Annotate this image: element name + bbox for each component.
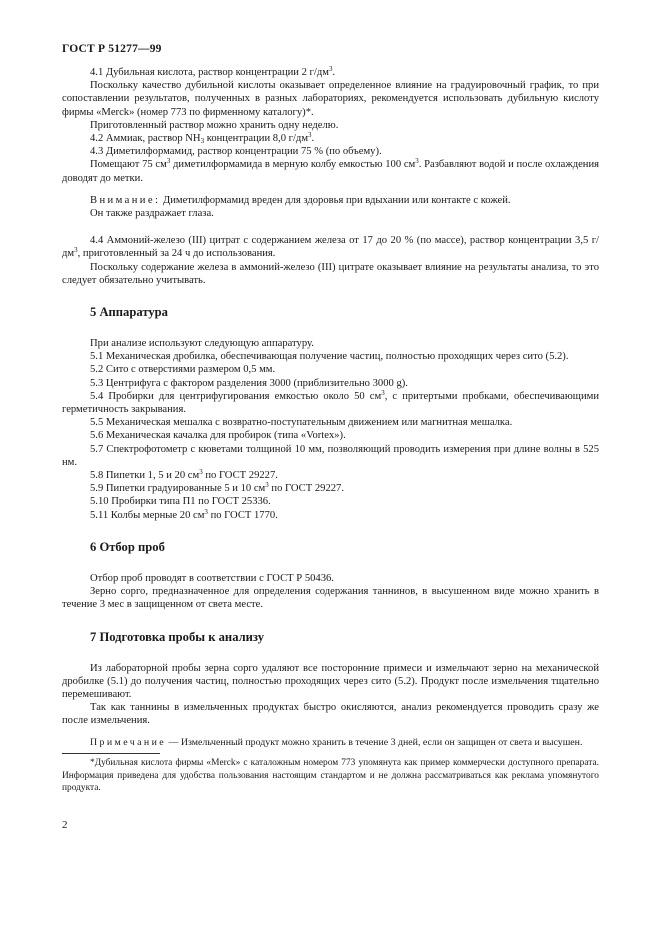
paragraph-5-9: 5.9 Пипетки градуированные 5 и 10 $см^3$ по ГОСТ 29227. xyxy=(90,481,344,495)
paragraph-7-2: Так как таннины в измельченных продуктах быстро окисляются, анализ рекомендуется проводить сразу же после измельчения. xyxy=(62,702,599,727)
document-body xyxy=(62,66,599,794)
page-number: 2 xyxy=(62,819,68,831)
paragraph-4-3: 4.3 Диметилформамид, раствор концентрации 75 % (по объему). xyxy=(90,146,382,158)
note-label: Примечание xyxy=(90,736,167,748)
paragraph-6-2: Зерно сорго, предназначенное для определения содержания таннинов, в высушенном виде можно хранить в течение 3 мес в защищенном от света месте. xyxy=(62,586,599,611)
paragraph-5-intro: При анализе используют следующую аппаратуру. xyxy=(90,338,314,350)
paragraph-iron-content: Поскольку содержание железа в аммоний-железо (III) цитрате оказывает влияние на результаты анализа, то это следует обязательно учитывать. xyxy=(62,261,599,286)
footnote: *Дубильная кислота фирмы «Merck» с каталожным номером 773 упомянута как пример коммерчески доступного препарата. Информация приведена для удобства пользования настоящим стандартом и не должна рассматриваться как реклама упомянутого продукта. xyxy=(62,758,599,793)
section-heading-6: 6 Отбор проб xyxy=(90,539,165,554)
footnote-divider xyxy=(62,753,160,754)
paragraph-5-10: 5.10 Пробирки типа П1 по ГОСТ 25336. xyxy=(90,496,271,508)
paragraph-dilution: Помещают 75 $см^3$ диметилформамида в мерную колбу емкостью 100 $см^3$. Разбавляют водой и после охлаждения доводят до метки. xyxy=(62,157,600,184)
warning-label: Внимание: xyxy=(90,194,161,206)
paragraph-5-4: 5.4 Пробирки для центрифугирования емкостью около 50 $см^3$, с притертыми пробками, обеспечивающими герметичность закрывания. xyxy=(62,388,599,416)
document-header: ГОСТ Р 51277—99 xyxy=(62,43,162,55)
paragraph-4-1: 4.1 Дубильная кислота, раствор концентрации 2 $г/дм^3$. xyxy=(90,65,336,78)
section-heading-5: 5 Аппаратура xyxy=(90,305,168,320)
paragraph-4-4: 4.4 Аммоний-железо (III) цитрат с содержанием железа от 17 до 20 % (по массе), раствор концентрации 3,5 $г/дм^3$, приготовленный за 24 ч до использования. xyxy=(62,235,599,260)
paragraph-5-5: 5.5 Механическая мешалка с возвратно-поступательным движением или магнитная мешалка. xyxy=(90,417,513,429)
paragraph-5-3: 5.3 Центрифуга с фактором разделения 3000 (приблизительно 3000 g). xyxy=(90,377,408,389)
paragraph-5-1: 5.1 Механическая дробилка, обеспечивающая получение частиц, полностью проходящих через сито (5.2). xyxy=(90,351,569,363)
warning-paragraph: Внимание: Диметилформамид вреден для здоровья при вдыхании или контакте с кожей. xyxy=(90,194,511,206)
paragraph-5-7: 5.7 Спектрофотометр с кюветами толщиной 10 мм, позволяющий проводить измерения при длине волны в 525 нм. xyxy=(62,443,599,468)
paragraph-5-2: 5.2 Сито с отверстиями размером 0,5 мм. xyxy=(90,364,276,376)
paragraph-6-1: Отбор проб проводят в соответствии с ГОСТ Р 50436. xyxy=(90,572,334,584)
paragraph-5-11: 5.11 Колбы мерные 20 $см^3$ по ГОСТ 1770. xyxy=(90,507,278,521)
paragraph-tannic-quality: Поскольку качество дубильной кислоты оказывает определенное влияние на градуировочный график, то при сопоставлении результатов, полученных в разных лабораториях, рекомендуется использовать дубильную кислоту фирмы «Merck» (номер 773 по фирменному каталогу)*. xyxy=(62,80,599,118)
paragraph-4-2: 4.2 Аммиак, раствор $NH_3$ концентрации 8,0 $г/дм^3$. xyxy=(90,131,315,146)
paragraph-storage: Приготовленный раствор можно хранить одну неделю. xyxy=(90,119,339,131)
section-heading-7: 7 Подготовка пробы к анализу xyxy=(90,629,265,644)
paragraph-5-8: 5.8 Пипетки 1, 5 и 20 $см^3$ по ГОСТ 29227. xyxy=(90,468,278,482)
warning-paragraph-2: Он также раздражает глаза. xyxy=(90,208,214,220)
paragraph-7-1: Из лабораторной пробы зерна сорго удаляют все посторонние примеси и измельчают зерно на механической дробилке (5.1) до получения частиц, полностью проходящих через сито (5.2). Продукт после измельчения тщательно перемешивают. xyxy=(62,662,599,700)
paragraph-5-6: 5.6 Механическая качалка для пробирок (типа «Vortex»). xyxy=(90,430,346,442)
note-paragraph: Примечание — Измельченный продукт можно хранить в течение 3 дней, если он защищен от света и высушен. xyxy=(90,736,583,748)
